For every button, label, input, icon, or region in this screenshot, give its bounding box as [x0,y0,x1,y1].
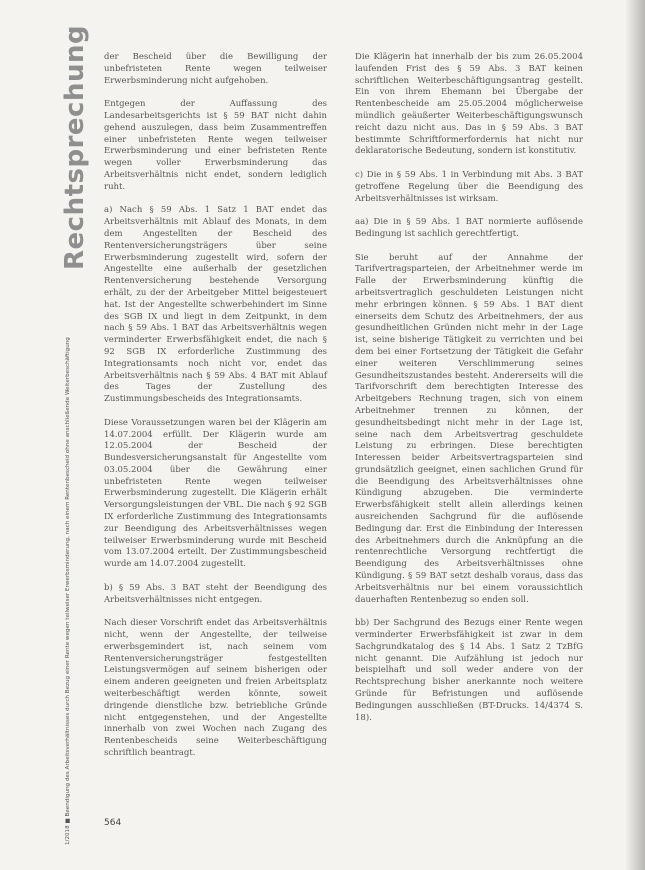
paragraph: a) Nach § 59 Abs. 1 Satz 1 BAT endet das Arbeitsverhältnis mit Ablauf des Monats, in dem dem Angestellten der Bescheid des Rentenversicherungsträgers über seine Erwerbsminderung zugestellt wird, sofern der Angestellte eine außerhalb der gesetzlichen Rentenversicherung bestehende Versorgung erhält, zu der der Arbeitgeber Mittel beigesteuert hat. Ist der Angestellte schwerbehindert im Sinne des SGB IX und liegt in dem Zeitpunkt, in dem nach § 59 Abs. 1 BAT das Arbeitsverhältnis wegen verminderter Erwerbsfähigkeit endet, die nach § 92 SGB IX erforderliche Zustimmung des Integrationsamts noch nicht vor, endet das Arbeitsverhältnis nach § 59 Abs. 4 BAT mit Ablauf des Tages der Zustellung des Zustimmungsbescheids des Integrationsamts. [104,205,327,405]
paragraph: c) Die in § 59 Abs. 1 in Verbindung mit Abs. 3 BAT getroffene Regelung über die Beendigung des Arbeitsverhältnisses ist wirksam. [355,169,583,204]
right-column [355,52,583,736]
left-column [104,52,327,772]
copyright-margin [65,300,77,845]
paragraph: Die Klägerin hat innerhalb der bis zum 26.05.2004 laufenden Frist des § 59 Abs. 3 BAT keinen schriftlichen Weiterbeschäftigungsantrag gestellt. Ein von ihrem Ehemann bei Übergabe der Rentenbescheide am 25.05.2004 möglicherweise mündlich geäußerter Weiterbeschäftigungswunsch reicht dazu nicht aus. Das in § 59 Abs. 3 BAT bestimmte Schriftformerfordernis hat nicht nur deklaratorische Bedeutung, sondern ist konstitutiv. [355,52,583,157]
page-edge-shadow [625,0,645,870]
paragraph: Nach dieser Vorschrift endet das Arbeitsverhältnis nicht, wenn der Angestellte, der teilweise erwerbsgemindert ist, nach seinem vom Rentenversicherungsträger festgestellten Leistungsvermögen auf seinem bisherigen oder einem anderen geeigneten und freien Arbeitsplatz weiterbeschäftigt werden könnte, soweit dringende dienstliche bzw. betriebliche Gründe nicht entgegenstehen, und der Angestellte innerhalb von zwei Wochen nach Zugang des Rentenbescheids seine Weiterbeschäftigung schriftlich beantragt. [104,618,327,759]
paragraph: bb) Der Sachgrund des Bezugs einer Rente wegen verminderter Erwerbsfähigkeit ist zwar in dem Sachgrundkatalog des § 14 Abs. 1 Satz 2 TzBfG nicht genannt. Die Aufzählung ist jedoch nur beispielhaft und soll weder andere von der Rechtsprechung bisher anerkannte noch weitere Gründe für Befristungen und auflösende Bedingungen ausschließen (BT-Drucks. 14/4374 S. 18). [355,618,583,723]
paragraph: b) § 59 Abs. 3 BAT steht der Beendigung des Arbeitsverhältnisses nicht entgegen. [104,582,327,605]
paragraph: Entgegen der Auffassung des Landesarbeitsgerichts ist § 59 BAT nicht dahin gehend auszulegen, dass beim Zusammentreffen einer unbefristeten Rente wegen teilweiser Erwerbsminderung und einer befristeten Rente wegen voller Erwerbsminderung das Arbeitsverhältnis nicht endet, sondern lediglich ruht. [104,99,327,192]
section-label [60,24,92,270]
page-number: 564 [104,818,122,828]
paragraph: der Bescheid über die Bewilligung der unbefristeten Rente wegen teilweiser Erwerbsminderung nicht aufgehoben. [104,52,327,86]
copyright-line: 1/2018 ■ Beendigung des Arbeitsverhältnisses durch Bezug einer Rente wegen teilweiser Erwerbsminderung, nach einem Rentenbescheid ohne anschließende Weiterbeschäftigung [65,337,71,845]
paragraph: Sie beruht auf der Annahme der Tarifvertragsparteien, der Arbeitnehmer werde im Falle der Erwerbsminderung künftig die arbeitsvertraglich geschuldeten Leistungen nicht mehr erbringen können. § 59 Abs. 1 BAT dient einerseits dem Schutz des Arbeitnehmers, der aus gesundheitlichen Gründen nicht mehr in der Lage ist, seine bisherige Tätigkeit zu verrichten und bei dem bei einer Fortsetzung der Tätigkeit die Gefahr einer weiteren Verschlimmerung seines Gesundheitszustandes besteht. Andererseits will die Tarifvorschrift dem berechtigten Interesse des Arbeitgebers Rechnung tragen, sich von einem Arbeitnehmer trennen zu können, der gesundheitsbedingt nicht mehr in der Lage ist, seine nach dem Arbeitsvertrag geschuldete Leistung zu erbringen. Diese berechtigten Interessen beider Arbeitsvertragsparteien sind grundsätzlich geeignet, einen sachlichen Grund für die Beendigung des Arbeitsverhältnisses ohne Kündigung abzugeben. Die verminderte Erwerbsfähigkeit stellt allein allerdings keinen ausreichenden Sachgrund für die auflösende Bedingung dar. Erst die Einbindung der Interessen des Arbeitnehmers durch die Anknüpfung an die rentenrechtliche Versorgung rechtfertigt die Beendigung des Arbeitsverhältnisses ohne Kündigung. § 59 BAT setzt deshalb voraus, dass das Arbeitsverhältnis nur bei einem voraussichtlich dauerhaften Rentenbezug so enden soll. [355,252,583,605]
paragraph: aa) Die in § 59 Abs. 1 BAT normierte auflösende Bedingung ist sachlich gerechtfertigt. [355,217,583,239]
section-label-text: Rechtsprechung [60,24,90,270]
paragraph: Diese Voraussetzungen waren bei der Klägerin am 14.07.2004 erfüllt. Der Klägerin wurde am 12.05.2004 der Bescheid der Bundesversicherungsanstalt für Angestellte vom 03.05.2004 über die Gewährung einer unbefristeten Rente wegen teilweiser Erwerbsminderung zugestellt. Die Klägerin erhält Versorgungsleistungen der VBL. Die nach § 92 SGB IX erforderliche Zustimmung des Integrationsamts zur Beendigung des Arbeitsverhältnisses wegen teilweiser Erwerbsminderung wurde mit Bescheid vom 13.07.2004 erteilt. Der Zustimmungsbescheid wurde am 14.07.2004 zugestellt. [104,417,327,570]
